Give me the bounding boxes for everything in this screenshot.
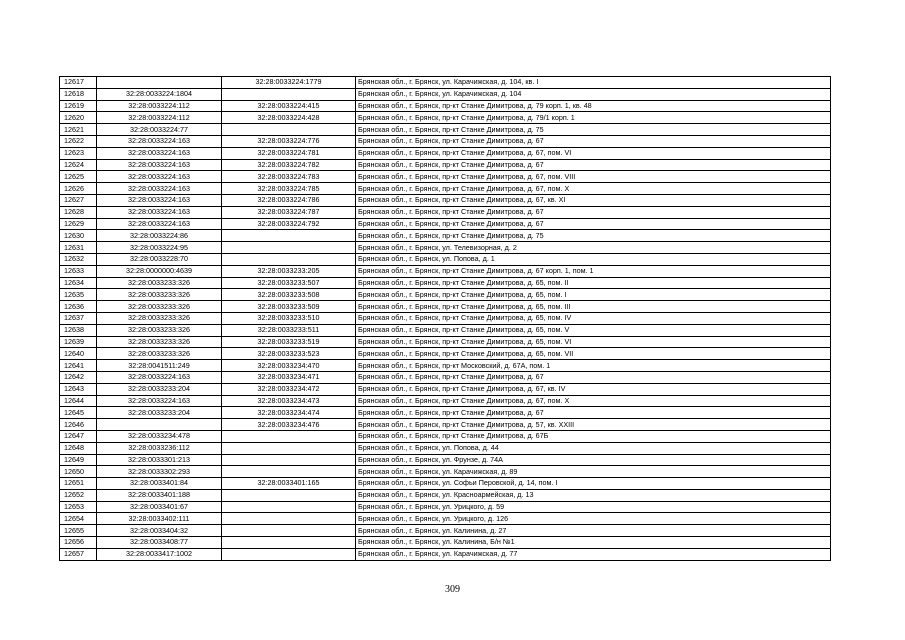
cadastral-number-cell: 32:28:0033236:112 <box>97 442 222 454</box>
object-cadastral-number-cell <box>222 501 356 513</box>
row-number-cell: 12645 <box>60 407 97 419</box>
table-row <box>60 88 831 100</box>
address-cell: Брянская обл., г. Брянск, ул. Софьи Перовской, д. 14, пом. I <box>356 478 831 490</box>
object-cadastral-number-cell <box>222 242 356 254</box>
address-cell: Брянская обл., г. Брянск, пр-кт Станке Димитрова, д. 65, пом. VII <box>356 348 831 360</box>
object-cadastral-number-cell <box>222 88 356 100</box>
row-number-cell: 12618 <box>60 88 97 100</box>
table-row <box>60 242 831 254</box>
object-cadastral-number-cell: 32:28:0033401:165 <box>222 478 356 490</box>
table-row <box>60 324 831 336</box>
table-row <box>60 501 831 513</box>
object-cadastral-number-cell: 32:28:0033233:508 <box>222 289 356 301</box>
object-cadastral-number-cell: 32:28:0033224:786 <box>222 194 356 206</box>
object-cadastral-number-cell: 32:28:0033233:509 <box>222 301 356 313</box>
object-cadastral-number-cell: 32:28:0033224:792 <box>222 218 356 230</box>
object-cadastral-number-cell: 32:28:0033224:428 <box>222 112 356 124</box>
cadastral-number-cell: 32:28:0033224:163 <box>97 206 222 218</box>
table-row <box>60 371 831 383</box>
cadastral-number-cell: 32:28:0033233:204 <box>97 383 222 395</box>
object-cadastral-number-cell: 32:28:0033234:472 <box>222 383 356 395</box>
cadastral-number-cell: 32:28:0033301:213 <box>97 454 222 466</box>
row-number-cell: 12621 <box>60 124 97 136</box>
address-cell: Брянская обл., г. Брянск, пр-кт Станке Димитрова, д. 79/1 корп. 1 <box>356 112 831 124</box>
object-cadastral-number-cell: 32:28:0033234:471 <box>222 371 356 383</box>
row-number-cell: 12648 <box>60 442 97 454</box>
address-cell: Брянская обл., г. Брянск, ул. Красноармейская, д. 13 <box>356 489 831 501</box>
row-number-cell: 12624 <box>60 159 97 171</box>
cadastral-number-cell: 32:28:0033401:67 <box>97 501 222 513</box>
cadastral-number-cell: 32:28:0033233:326 <box>97 336 222 348</box>
table-row <box>60 206 831 218</box>
table-row <box>60 301 831 313</box>
table-row <box>60 312 831 324</box>
address-cell: Брянская обл., г. Брянск, пр-кт Станке Димитрова, д. 67, кв. XI <box>356 194 831 206</box>
address-cell: Брянская обл., г. Брянск, пр-кт Станке Димитрова, д. 79 корп. 1, кв. 48 <box>356 100 831 112</box>
cadastral-number-cell: 32:28:0033224:112 <box>97 112 222 124</box>
cadastral-number-cell <box>97 419 222 431</box>
cadastral-number-cell: 32:28:0033401:84 <box>97 478 222 490</box>
row-number-cell: 12655 <box>60 525 97 537</box>
address-cell: Брянская обл., г. Брянск, пр-кт Станке Димитрова, д. 67Б <box>356 430 831 442</box>
row-number-cell: 12653 <box>60 501 97 513</box>
cadastral-number-cell: 32:28:0033233:326 <box>97 348 222 360</box>
address-cell: Брянская обл., г. Брянск, пр-кт Станке Димитрова, д. 75 <box>356 124 831 136</box>
address-cell: Брянская обл., г. Брянск, пр-кт Станке Димитрова, д. 65, пом. II <box>356 277 831 289</box>
object-cadastral-number-cell <box>222 489 356 501</box>
object-cadastral-number-cell: 32:28:0033234:473 <box>222 395 356 407</box>
row-number-cell: 12629 <box>60 218 97 230</box>
address-cell: Брянская обл., г. Брянск, пр-кт Станке Димитрова, д. 67, пом. VIII <box>356 171 831 183</box>
cadastral-number-cell: 32:28:0033224:86 <box>97 230 222 242</box>
address-cell: Брянская обл., г. Брянск, пр-кт Станке Димитрова, д. 67 корп. 1, пом. 1 <box>356 265 831 277</box>
row-number-cell: 12635 <box>60 289 97 301</box>
address-cell: Брянская обл., г. Брянск, пр-кт Станке Димитрова, д. 57, кв. XXIII <box>356 419 831 431</box>
row-number-cell: 12627 <box>60 194 97 206</box>
object-cadastral-number-cell <box>222 124 356 136</box>
object-cadastral-number-cell <box>222 548 356 560</box>
table-row <box>60 430 831 442</box>
object-cadastral-number-cell: 32:28:0033224:781 <box>222 147 356 159</box>
table-row <box>60 100 831 112</box>
registry-table <box>59 76 831 561</box>
address-cell: Брянская обл., г. Брянск, ул. Карачижская, д. 89 <box>356 466 831 478</box>
object-cadastral-number-cell <box>222 430 356 442</box>
object-cadastral-number-cell <box>222 537 356 549</box>
object-cadastral-number-cell: 32:28:0033224:782 <box>222 159 356 171</box>
address-cell: Брянская обл., г. Брянск, пр-кт Станке Димитрова, д. 65, пом. IV <box>356 312 831 324</box>
address-cell: Брянская обл., г. Брянск, пр-кт Московский, д. 67А, пом. 1 <box>356 360 831 372</box>
table-row <box>60 348 831 360</box>
row-number-cell: 12644 <box>60 395 97 407</box>
address-cell: Брянская обл., г. Брянск, ул. Попова, д. 1 <box>356 253 831 265</box>
page-number: 309 <box>445 584 460 595</box>
object-cadastral-number-cell: 32:28:0033233:205 <box>222 265 356 277</box>
row-number-cell: 12643 <box>60 383 97 395</box>
table-row <box>60 489 831 501</box>
address-cell: Брянская обл., г. Брянск, пр-кт Станке Димитрова, д. 67, пом. X <box>356 183 831 195</box>
table-row <box>60 454 831 466</box>
row-number-cell: 12639 <box>60 336 97 348</box>
cadastral-number-cell: 32:28:0033224:163 <box>97 147 222 159</box>
cadastral-number-cell: 32:28:0033224:163 <box>97 194 222 206</box>
table-row <box>60 336 831 348</box>
object-cadastral-number-cell: 32:28:0033233:511 <box>222 324 356 336</box>
row-number-cell: 12622 <box>60 135 97 147</box>
table-row <box>60 124 831 136</box>
cadastral-number-cell: 32:28:0033417:1002 <box>97 548 222 560</box>
cadastral-number-cell: 32:28:0033224:163 <box>97 395 222 407</box>
row-number-cell: 12654 <box>60 513 97 525</box>
cadastral-number-cell: 32:28:0033233:204 <box>97 407 222 419</box>
address-cell: Брянская обл., г. Брянск, пр-кт Станке Димитрова, д. 67, кв. IV <box>356 383 831 395</box>
cadastral-number-cell: 32:28:0033224:163 <box>97 371 222 383</box>
address-cell: Брянская обл., г. Брянск, ул. Калинина, д. 27 <box>356 525 831 537</box>
table-row <box>60 147 831 159</box>
table-row <box>60 383 831 395</box>
address-cell: Брянская обл., г. Брянск, пр-кт Станке Димитрова, д. 67 <box>356 135 831 147</box>
cadastral-number-cell: 32:28:0033234:478 <box>97 430 222 442</box>
table-row <box>60 407 831 419</box>
object-cadastral-number-cell: 32:28:0033224:785 <box>222 183 356 195</box>
cadastral-number-cell: 32:28:0033224:77 <box>97 124 222 136</box>
row-number-cell: 12649 <box>60 454 97 466</box>
cadastral-number-cell: 32:28:0033402:111 <box>97 513 222 525</box>
address-cell: Брянская обл., г. Брянск, ул. Калинина, Б/н №1 <box>356 537 831 549</box>
row-number-cell: 12651 <box>60 478 97 490</box>
address-cell: Брянская обл., г. Брянск, пр-кт Станке Димитрова, д. 65, пом. V <box>356 324 831 336</box>
table-row <box>60 466 831 478</box>
table-row <box>60 513 831 525</box>
row-number-cell: 12647 <box>60 430 97 442</box>
table-row <box>60 183 831 195</box>
row-number-cell: 12652 <box>60 489 97 501</box>
row-number-cell: 12634 <box>60 277 97 289</box>
object-cadastral-number-cell: 32:28:0033233:519 <box>222 336 356 348</box>
cadastral-number-cell: 32:28:0033404:32 <box>97 525 222 537</box>
table-row <box>60 442 831 454</box>
table-row <box>60 419 831 431</box>
row-number-cell: 12640 <box>60 348 97 360</box>
address-cell: Брянская обл., г. Брянск, пр-кт Станке Димитрова, д. 75 <box>356 230 831 242</box>
row-number-cell: 12638 <box>60 324 97 336</box>
address-cell: Брянская обл., г. Брянск, ул. Урицкого, д. 59 <box>356 501 831 513</box>
address-cell: Брянская обл., г. Брянск, ул. Телевизорная, д. 2 <box>356 242 831 254</box>
table-row <box>60 194 831 206</box>
cadastral-number-cell: 32:28:0033224:95 <box>97 242 222 254</box>
row-number-cell: 12626 <box>60 183 97 195</box>
object-cadastral-number-cell <box>222 253 356 265</box>
table-row <box>60 218 831 230</box>
cadastral-number-cell: 32:28:0033224:163 <box>97 183 222 195</box>
cadastral-number-cell <box>97 77 222 89</box>
cadastral-number-cell: 32:28:0033224:163 <box>97 159 222 171</box>
cadastral-number-cell: 32:28:0033302:293 <box>97 466 222 478</box>
object-cadastral-number-cell: 32:28:0033224:415 <box>222 100 356 112</box>
object-cadastral-number-cell: 32:28:0033233:510 <box>222 312 356 324</box>
row-number-cell: 12656 <box>60 537 97 549</box>
table-row <box>60 112 831 124</box>
address-cell: Брянская обл., г. Брянск, ул. Карачижская, д. 77 <box>356 548 831 560</box>
address-cell: Брянская обл., г. Брянск, пр-кт Станке Димитрова, д. 65, пом. III <box>356 301 831 313</box>
cadastral-number-cell: 32:28:0033228:70 <box>97 253 222 265</box>
table-row <box>60 159 831 171</box>
object-cadastral-number-cell <box>222 466 356 478</box>
row-number-cell: 12657 <box>60 548 97 560</box>
object-cadastral-number-cell <box>222 454 356 466</box>
address-cell: Брянская обл., г. Брянск, пр-кт Станке Димитрова, д. 67 <box>356 218 831 230</box>
cadastral-number-cell: 32:28:0033224:163 <box>97 135 222 147</box>
row-number-cell: 12650 <box>60 466 97 478</box>
row-number-cell: 12641 <box>60 360 97 372</box>
object-cadastral-number-cell: 32:28:0033224:776 <box>222 135 356 147</box>
object-cadastral-number-cell: 32:28:0033234:474 <box>222 407 356 419</box>
registry-table-body <box>60 77 831 561</box>
address-cell: Брянская обл., г. Брянск, ул. Карачижская, д. 104 <box>356 88 831 100</box>
row-number-cell: 12646 <box>60 419 97 431</box>
table-row <box>60 395 831 407</box>
address-cell: Брянская обл., г. Брянск, пр-кт Станке Димитрова, д. 65, пом. VI <box>356 336 831 348</box>
cadastral-number-cell: 32:28:0033408:77 <box>97 537 222 549</box>
object-cadastral-number-cell: 32:28:0033234:476 <box>222 419 356 431</box>
row-number-cell: 12636 <box>60 301 97 313</box>
table-row <box>60 77 831 89</box>
address-cell: Брянская обл., г. Брянск, пр-кт Станке Димитрова, д. 65, пом. I <box>356 289 831 301</box>
row-number-cell: 12637 <box>60 312 97 324</box>
address-cell: Брянская обл., г. Брянск, ул. Фрунзе, д. 74А <box>356 454 831 466</box>
object-cadastral-number-cell: 32:28:0033233:523 <box>222 348 356 360</box>
cadastral-number-cell: 32:28:0033233:326 <box>97 301 222 313</box>
object-cadastral-number-cell: 32:28:0033234:470 <box>222 360 356 372</box>
object-cadastral-number-cell: 32:28:0033224:787 <box>222 206 356 218</box>
table-row <box>60 537 831 549</box>
cadastral-number-cell: 32:28:0033401:188 <box>97 489 222 501</box>
object-cadastral-number-cell <box>222 230 356 242</box>
object-cadastral-number-cell: 32:28:0033224:783 <box>222 171 356 183</box>
table-row <box>60 525 831 537</box>
object-cadastral-number-cell: 32:28:0033224:1779 <box>222 77 356 89</box>
address-cell: Брянская обл., г. Брянск, пр-кт Станке Димитрова, д. 67 <box>356 371 831 383</box>
address-cell: Брянская обл., г. Брянск, пр-кт Станке Димитрова, д. 67 <box>356 407 831 419</box>
row-number-cell: 12631 <box>60 242 97 254</box>
row-number-cell: 12633 <box>60 265 97 277</box>
row-number-cell: 12628 <box>60 206 97 218</box>
table-row <box>60 171 831 183</box>
address-cell: Брянская обл., г. Брянск, ул. Урицкого, д. 126 <box>356 513 831 525</box>
table-row <box>60 360 831 372</box>
cadastral-number-cell: 32:28:0033224:1804 <box>97 88 222 100</box>
cadastral-number-cell: 32:28:0033233:326 <box>97 312 222 324</box>
row-number-cell: 12617 <box>60 77 97 89</box>
table-row <box>60 230 831 242</box>
row-number-cell: 12642 <box>60 371 97 383</box>
address-cell: Брянская обл., г. Брянск, пр-кт Станке Димитрова, д. 67, пом. VI <box>356 147 831 159</box>
cadastral-number-cell: 32:28:0033233:326 <box>97 324 222 336</box>
table-row <box>60 548 831 560</box>
row-number-cell: 12620 <box>60 112 97 124</box>
object-cadastral-number-cell <box>222 442 356 454</box>
cadastral-number-cell: 32:28:0033224:163 <box>97 171 222 183</box>
cadastral-number-cell: 32:28:0041511:249 <box>97 360 222 372</box>
address-cell: Брянская обл., г. Брянск, пр-кт Станке Димитрова, д. 67, пом. X <box>356 395 831 407</box>
cadastral-number-cell: 32:28:0033233:326 <box>97 277 222 289</box>
address-cell: Брянская обл., г. Брянск, ул. Попова, д. 44 <box>356 442 831 454</box>
object-cadastral-number-cell <box>222 513 356 525</box>
cadastral-number-cell: 32:28:0000000:4639 <box>97 265 222 277</box>
cadastral-number-cell: 32:28:0033224:112 <box>97 100 222 112</box>
object-cadastral-number-cell: 32:28:0033233:507 <box>222 277 356 289</box>
address-cell: Брянская обл., г. Брянск, пр-кт Станке Димитрова, д. 67 <box>356 206 831 218</box>
table-row <box>60 265 831 277</box>
table-row <box>60 135 831 147</box>
cadastral-number-cell: 32:28:0033233:326 <box>97 289 222 301</box>
row-number-cell: 12625 <box>60 171 97 183</box>
table-row <box>60 478 831 490</box>
table-row <box>60 253 831 265</box>
address-cell: Брянская обл., г. Брянск, ул. Карачижская, д. 104, кв. I <box>356 77 831 89</box>
row-number-cell: 12630 <box>60 230 97 242</box>
row-number-cell: 12632 <box>60 253 97 265</box>
object-cadastral-number-cell <box>222 525 356 537</box>
cadastral-number-cell: 32:28:0033224:163 <box>97 218 222 230</box>
address-cell: Брянская обл., г. Брянск, пр-кт Станке Димитрова, д. 67 <box>356 159 831 171</box>
row-number-cell: 12619 <box>60 100 97 112</box>
row-number-cell: 12623 <box>60 147 97 159</box>
table-row <box>60 289 831 301</box>
table-row <box>60 277 831 289</box>
